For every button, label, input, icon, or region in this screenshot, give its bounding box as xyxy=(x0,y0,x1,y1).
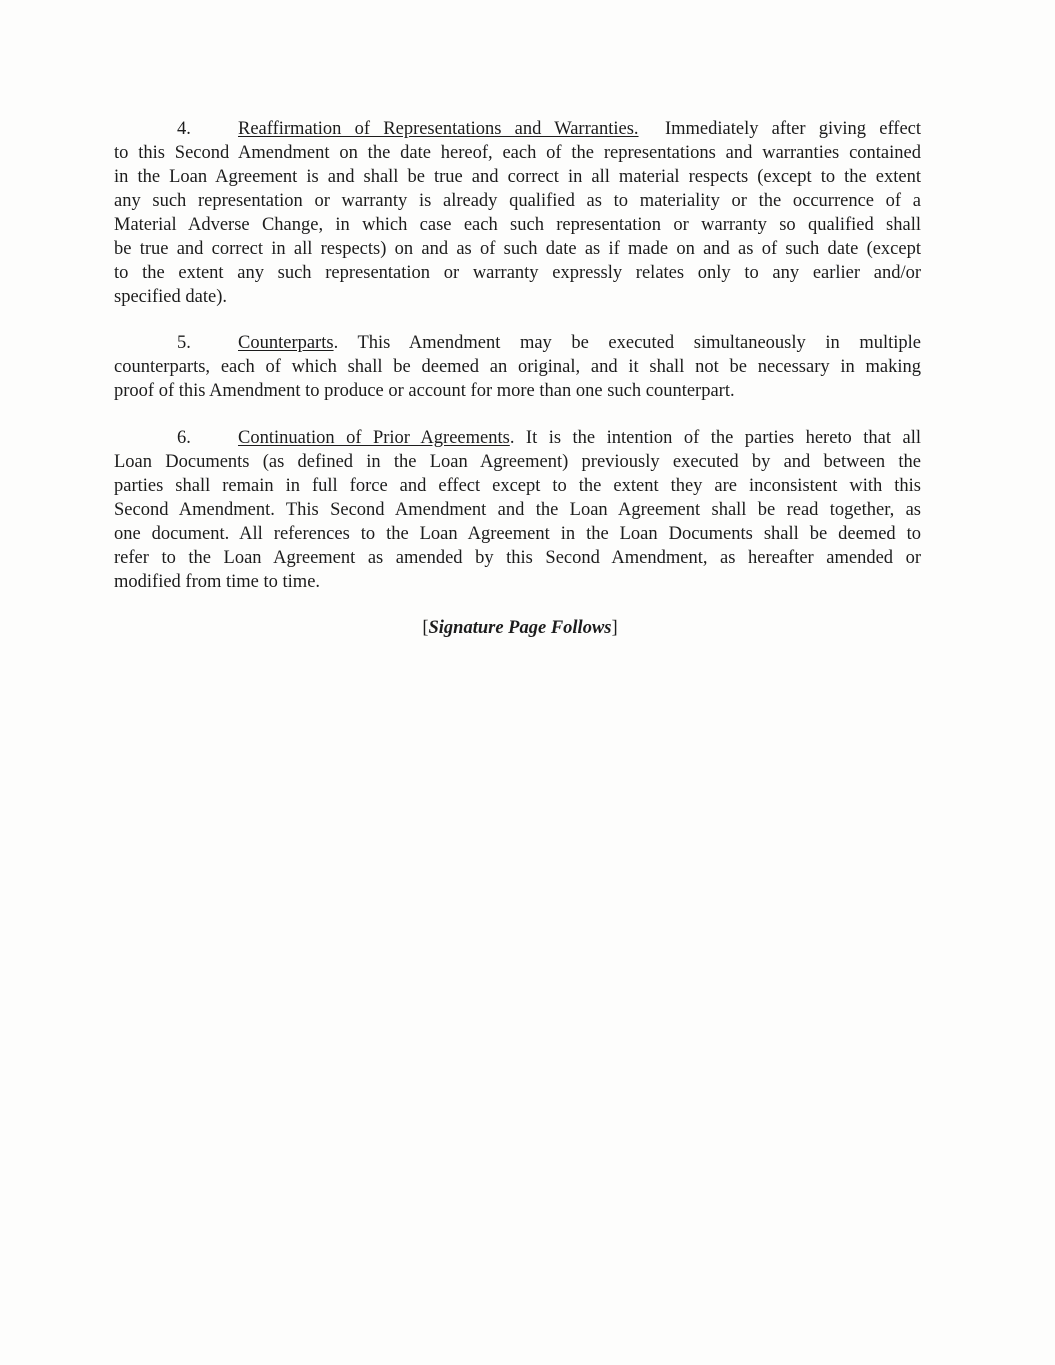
section-6 xyxy=(114,426,921,594)
paragraph-line: Loan Documents (as defined in the Loan Agreement) previously executed by and between the xyxy=(114,452,921,472)
first-line-rest: . It is the intention of the parties hereto that all xyxy=(509,428,921,448)
section-number: 6. xyxy=(177,428,191,448)
section-number: 5. xyxy=(177,333,191,353)
section-heading: Counterparts xyxy=(238,333,334,353)
paragraph-line: Second Amendment. This Second Amendment and the Loan Agreement shall be read together, as xyxy=(114,500,921,520)
paragraph-line: parties shall remain in full force and effect except to the extent they are inconsistent with this xyxy=(114,476,921,496)
paragraph-line: counterparts, each of which shall be deemed an original, and it shall not be necessary in making xyxy=(114,357,921,377)
section-number: 4. xyxy=(177,119,191,139)
paragraph-line: proof of this Amendment to produce or account for more than one such counterpart. xyxy=(114,381,735,401)
paragraph-line: refer to the Loan Agreement as amended by this Second Amendment, as hereafter amended or xyxy=(114,548,921,568)
paragraph-line: be true and correct in all respects) on and as of such date as if made on and as of such date (except xyxy=(114,239,921,259)
paragraph-line: modified from time to time. xyxy=(114,572,321,592)
section-heading: Continuation of Prior Agreements xyxy=(238,428,510,448)
bracket-close: ] xyxy=(611,618,618,638)
signature-page-note xyxy=(0,618,1040,639)
section-heading: Reaffirmation of Representations and Warranties. xyxy=(238,119,639,139)
paragraph-line: to the extent any such representation or warranty expressly relates only to any earlier and/or xyxy=(114,263,921,283)
paragraph-line: any such representation or warranty is already qualified as to materiality or the occurrence of a xyxy=(114,191,921,211)
paragraph-line: to this Second Amendment on the date hereof, each of the representations and warranties contained xyxy=(114,143,921,163)
signature-note-text: Signature Page Follows xyxy=(428,618,612,638)
paragraph-line: specified date). xyxy=(114,287,227,307)
first-line-rest: Immediately after giving effect xyxy=(664,119,922,139)
paragraph-line: Material Adverse Change, in which case each such representation or warranty so qualified shall xyxy=(114,215,921,235)
paragraph-line xyxy=(114,117,921,141)
paragraph-line: in the Loan Agreement is and shall be true and correct in all material respects (except to the extent xyxy=(114,167,921,187)
first-line-rest: . This Amendment may be executed simultaneously in multiple xyxy=(333,333,921,353)
paragraph-line xyxy=(114,331,921,355)
paragraph-line xyxy=(114,426,921,450)
bracket-open: [ xyxy=(422,618,429,638)
paragraph-line: one document. All references to the Loan Agreement in the Loan Documents shall be deemed to xyxy=(114,524,921,544)
first-line-text xyxy=(238,331,921,355)
first-line-text xyxy=(238,426,921,450)
section-5 xyxy=(114,331,921,403)
first-line-text xyxy=(238,117,921,141)
section-4 xyxy=(114,117,921,309)
